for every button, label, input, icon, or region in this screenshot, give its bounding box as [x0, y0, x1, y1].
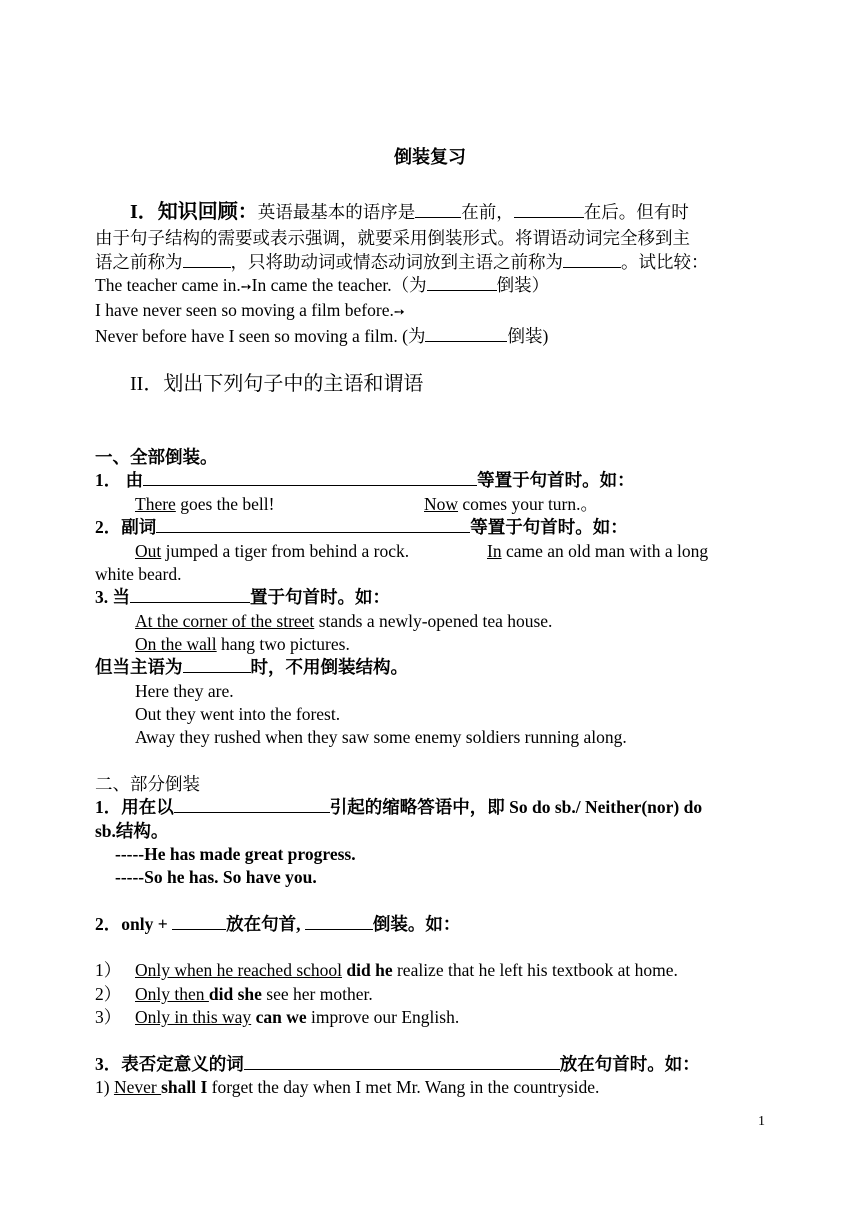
text: 置于句首时。如：: [250, 587, 390, 607]
text: I have never seen so moving a film before.: [95, 300, 394, 320]
fill-blank[interactable]: [156, 516, 470, 533]
text: Out: [135, 541, 162, 561]
section-2-heading: II．划出下列句子中的主语和谓语: [130, 373, 424, 395]
text: Only when he reached school: [135, 960, 343, 980]
text: 引起的缩略答语中，即 So do sb./ Neither(nor) do: [329, 797, 703, 817]
rule-3: [95, 586, 390, 609]
fill-blank[interactable]: [183, 656, 251, 673]
partial-rule-3: [95, 1053, 700, 1076]
rule-2: [95, 516, 628, 539]
section-1-line-3: [95, 251, 709, 274]
arrow-icon: ➙: [240, 280, 252, 295]
example-4: [135, 633, 350, 656]
text: did he: [342, 960, 393, 980]
text: At the corner of the street: [135, 611, 315, 631]
example-2b: [487, 540, 708, 563]
negative-example-1: [95, 1076, 599, 1099]
example-2: [135, 540, 409, 563]
text: 语之前称为: [95, 252, 183, 272]
text: On the wall: [135, 634, 217, 654]
text: see her mother.: [261, 984, 373, 1004]
text: 英语最基本的语序是: [257, 202, 416, 222]
text: 1．用在以: [95, 797, 174, 817]
fill-blank[interactable]: [172, 913, 226, 930]
text: came an old man with a long: [501, 541, 709, 561]
text: 2．副词: [95, 517, 157, 537]
text: 在前，: [461, 202, 514, 222]
only-example-3-num: 3）: [95, 1007, 122, 1027]
text: 放在句首,: [226, 914, 305, 934]
fill-blank[interactable]: [130, 586, 250, 603]
only-example-1-num: 1）: [95, 960, 122, 980]
only-example-3: [135, 1006, 459, 1029]
page-number: 1: [758, 1114, 765, 1129]
full-inversion-heading: 一、全部倒装。: [95, 447, 218, 467]
text: improve our English.: [306, 1007, 460, 1027]
text: Only then: [135, 984, 209, 1004]
text: 倒装。如：: [372, 914, 461, 934]
text: forget the day when I met Mr. Wang in the countryside.: [207, 1077, 600, 1097]
text: 3．表否定意义的词: [95, 1054, 244, 1074]
text: Never before have I seen so moving a film. (为: [95, 326, 426, 346]
dialogue-1: -----He has made great progress.: [115, 844, 356, 864]
text: stands a newly-opened tea house.: [314, 611, 553, 631]
text: 但当主语为: [95, 657, 183, 677]
text: The teacher came in.: [95, 275, 241, 295]
fill-blank[interactable]: [244, 1053, 560, 1070]
only-example-2: [135, 983, 373, 1006]
text: 1． 由: [95, 470, 144, 490]
example-7: Away they rushed when they saw some enemy soldiers running along.: [135, 727, 627, 747]
text: can we: [251, 1007, 307, 1027]
text: Only in this way: [135, 1007, 252, 1027]
only-example-2-num: 2）: [95, 984, 122, 1004]
text: 2．only +: [95, 914, 173, 934]
text: ，只将助动词或情态动词放到主语之前称为: [230, 252, 563, 272]
section-1-line-5: [95, 299, 405, 324]
rule-1: [95, 469, 635, 492]
text: In: [487, 541, 502, 561]
fill-blank[interactable]: [427, 274, 497, 291]
example-5: Here they are.: [135, 681, 234, 701]
text: comes your turn.。: [458, 494, 599, 514]
example-1: [135, 493, 274, 516]
fill-blank[interactable]: [174, 796, 330, 813]
fill-blank[interactable]: [305, 913, 373, 930]
text: shall I: [161, 1077, 208, 1097]
text: 3. 当: [95, 587, 130, 607]
fill-blank[interactable]: [415, 201, 461, 218]
fill-blank[interactable]: [563, 251, 621, 268]
text: In came the teacher.（为: [251, 275, 427, 295]
only-example-1: [135, 959, 678, 982]
page-title: 倒装复习: [394, 147, 466, 167]
text: 等置于句首时。如：: [477, 470, 635, 490]
text: goes the bell!: [175, 494, 275, 514]
text: did she: [208, 984, 262, 1004]
text: 。试比较：: [621, 252, 709, 272]
text: 倒装): [507, 326, 549, 346]
text: Never: [113, 1077, 162, 1097]
text: realize that he left his textbook at home.: [392, 960, 678, 980]
example-2-cont: white beard.: [95, 564, 182, 584]
section-1-line-6: [95, 325, 548, 348]
partial-rule-1-cont: sb.结构。: [95, 821, 169, 841]
dialogue-2: -----So he has. So have you.: [115, 867, 317, 887]
fill-blank[interactable]: [143, 469, 477, 486]
text: 等置于句首时。如：: [470, 517, 628, 537]
section-1-line-2: 由于句子结构的需要或表示强调，就要采用倒装形式。将谓语动词完全移到主: [95, 228, 690, 248]
fill-blank[interactable]: [183, 251, 231, 268]
rule-4: [95, 656, 408, 679]
text: 在后。但有时: [583, 202, 689, 222]
fill-blank[interactable]: [425, 325, 507, 342]
text: hang two pictures.: [216, 634, 350, 654]
partial-rule-1: [95, 796, 702, 819]
text: There: [135, 494, 176, 514]
example-6: Out they went into the forest.: [135, 704, 341, 724]
fill-blank[interactable]: [514, 201, 584, 218]
section-1-line-1: [130, 201, 689, 224]
arrow-icon: ➙: [393, 305, 405, 320]
example-3: [135, 610, 552, 633]
section-1-heading: I．知识回顾：: [130, 201, 258, 223]
section-1-line-4: [95, 274, 549, 299]
partial-inversion-heading: 二、部分倒装: [95, 774, 200, 794]
text: 倒装）: [496, 275, 550, 295]
text: Now: [424, 494, 459, 514]
text: jumped a tiger from behind a rock.: [161, 541, 410, 561]
text: 时，不用倒装结构。: [250, 657, 408, 677]
partial-rule-2: [95, 913, 460, 936]
example-1b: [424, 493, 598, 516]
text: 1): [95, 1077, 114, 1097]
text: 放在句首时。如：: [559, 1054, 700, 1074]
